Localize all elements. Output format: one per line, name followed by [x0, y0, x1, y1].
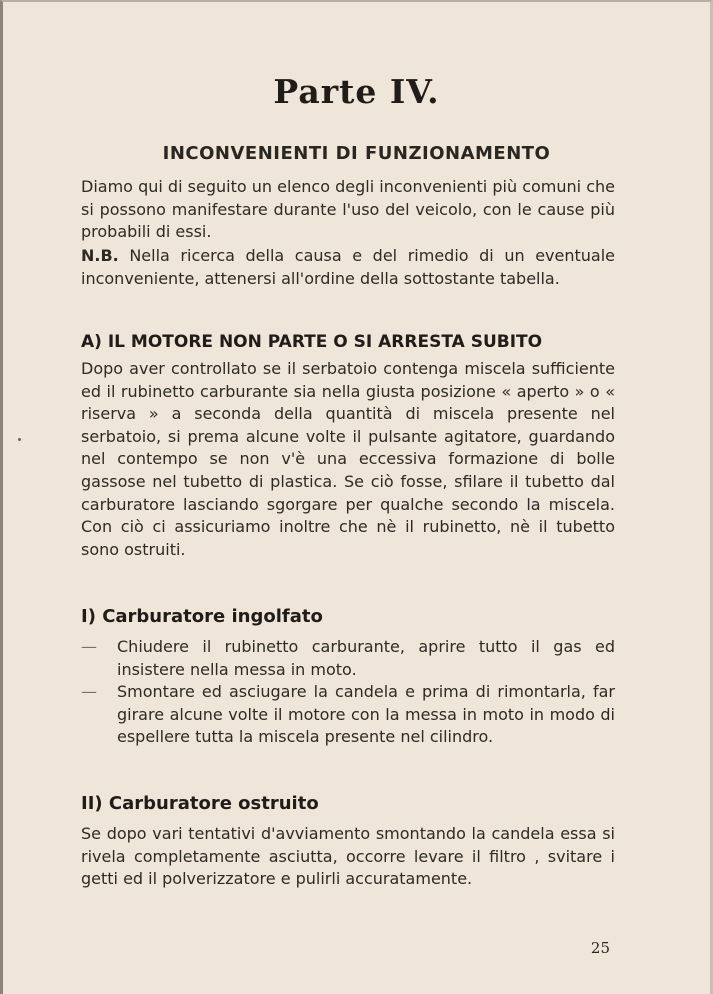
list-item: [81, 636, 615, 681]
section-a-paragraph: [81, 358, 615, 561]
intro-text: Diamo qui di seguito un elenco degli inconvenienti più comuni che si possono manifestare durante l'uso del veicolo, con le cause più probabili di essi.: [81, 177, 615, 242]
section-1-list: [81, 636, 615, 749]
section-1-heading: I) Carburatore ingolfato: [81, 606, 323, 627]
section-a-text: Dopo aver controllato se il serbatoio contenga miscela sufficiente ed il rubinetto carburante sia nella giusta posizione « aperto » o « riserva » a seconda della quantità di miscela presente nel serbatoio, si prema alcune volte il pulsante agitatore, guardando nel contempo se non v'è una eccessiva formazione di bolle gassose nel tubetto di plastica. Se ciò fosse, sfilare il tubetto dal carburatore lasciando sgorgare per qualche secondo la miscela. Con ciò ci assicuriamo inoltre che nè il rubinetto, nè il tubetto sono ostruiti.: [81, 359, 615, 559]
nb-label: N.B.: [81, 246, 119, 265]
part-title: Parte IV.: [273, 72, 440, 111]
dash-bullet: —: [81, 682, 97, 702]
section-2-paragraph: [81, 823, 615, 891]
nb-paragraph: [81, 245, 615, 290]
section-2-heading: II) Carburatore ostruito: [81, 793, 319, 814]
list-item-text: Smontare ed asciugare la candela e prima di rimontarla, far girare alcune volte il motore con la messa in moto in modo di espellere tutta la miscela presente nel cilindro.: [117, 682, 615, 747]
list-item: [81, 681, 615, 749]
intro-paragraph: [81, 176, 615, 244]
section-a-heading: A) IL MOTORE NON PARTE O SI ARRESTA SUBITO: [81, 332, 543, 352]
chapter-subtitle: INCONVENIENTI DI FUNZIONAMENTO: [162, 143, 551, 164]
list-item-text: Chiudere il rubinetto carburante, aprire tutto il gas ed insistere nella messa in moto.: [117, 637, 615, 679]
print-speck: [18, 438, 21, 441]
dash-bullet: —: [81, 637, 97, 656]
nb-text: Nella ricerca della causa e del rimedio di un eventuale inconveniente, attenersi all'ordine della sottostante tabella.: [81, 246, 615, 288]
section-2-text: Se dopo vari tentativi d'avviamento smontando la candela essa si rivela completamente asciutta, occorre levare il filtro , svitare i getti ed il polverizzatore e pulirli accuratamente.: [81, 824, 615, 889]
page-number: 25: [590, 939, 610, 957]
